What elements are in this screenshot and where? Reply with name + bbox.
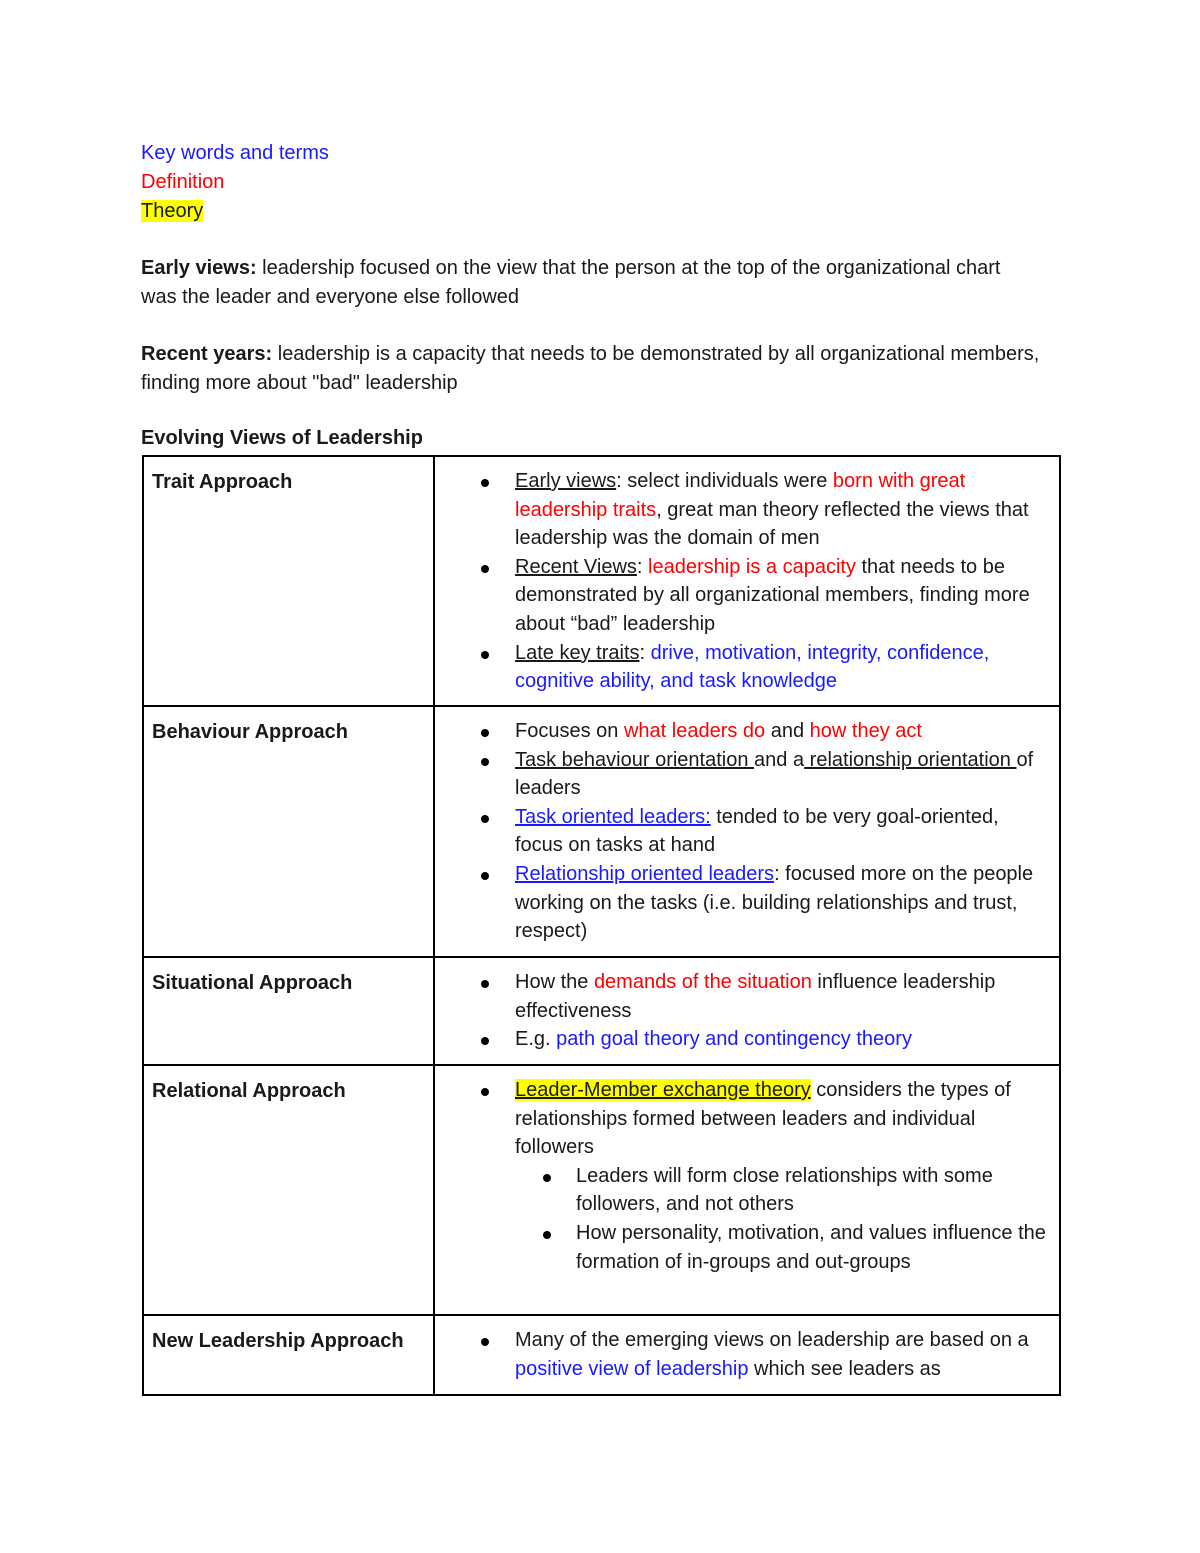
recent-years-paragraph xyxy=(141,340,1041,397)
text: , great man theory reflected the views that leadership was the domain of men xyxy=(515,498,1029,550)
list-item xyxy=(435,467,1049,553)
theory-leader-member-exchange: Leader-Member exchange theory xyxy=(515,1079,811,1101)
text: tended to be very goal-oriented, focus on tasks at hand xyxy=(515,805,999,857)
row-label-situational: Situational Approach xyxy=(143,957,434,1065)
table-row xyxy=(143,706,1060,957)
list-item xyxy=(435,717,1049,746)
text: influence leadership effectiveness xyxy=(515,971,996,1022)
definition-text: what leaders do xyxy=(623,720,766,742)
term-task-oriented-leaders[interactable]: Task oriented leaders: xyxy=(515,805,711,828)
text: : xyxy=(639,641,651,664)
leadership-views-table xyxy=(142,455,1061,1396)
term-late-key-traits: Late key traits xyxy=(515,641,640,664)
key-words-text: path goal theory and contingency theory xyxy=(556,1028,912,1051)
table-row xyxy=(143,1065,1060,1315)
early-views-paragraph xyxy=(141,254,1041,311)
text: : xyxy=(636,555,649,578)
definition-text: how they act xyxy=(809,720,922,742)
table-heading: Evolving Views of Leadership xyxy=(141,427,423,449)
early-views-text: leadership focused on the view that the person at the top of the organizational chart was the leader and everyone else followed xyxy=(141,257,1001,308)
list-item xyxy=(435,746,1049,803)
definition-text: leadership is a capacity xyxy=(648,555,856,578)
row-content-relational xyxy=(434,1065,1060,1315)
row-content-situational xyxy=(434,957,1060,1065)
text: E.g. xyxy=(515,1028,557,1051)
row-label-behaviour: Behaviour Approach xyxy=(143,706,434,957)
row-label-new: New Leadership Approach xyxy=(143,1315,434,1395)
sub-list-item: Leaders will form close relationships with some followers, and not others xyxy=(435,1162,1049,1219)
sub-list-holder xyxy=(435,1162,1049,1276)
table-row xyxy=(143,456,1060,706)
definition-text: born with great leadership traits xyxy=(515,470,966,521)
term-early-views: Early views xyxy=(515,470,617,492)
text: and a xyxy=(754,748,805,771)
list-item xyxy=(435,860,1049,946)
list-item xyxy=(435,803,1049,860)
color-legend xyxy=(141,139,329,226)
term-recent-views: Recent Views xyxy=(515,555,637,578)
recent-years-label: Recent years: xyxy=(141,343,273,365)
key-words-text: positive view of leadership xyxy=(515,1357,749,1380)
table-row xyxy=(143,1315,1060,1395)
term-relationship-oriented-leaders[interactable]: Relationship oriented leaders xyxy=(515,862,775,885)
row-label-trait: Trait Approach xyxy=(143,456,434,706)
text: : focused more on the people working on the tasks (i.e. building relationships and trust, respect) xyxy=(515,862,1034,943)
term-task-behaviour: Task behaviour orientation xyxy=(515,748,755,771)
term-relationship-orientation: relationship orientation xyxy=(804,748,1017,771)
definition-text: demands of the situation xyxy=(593,971,812,993)
list-item xyxy=(435,1326,1049,1383)
row-content-new xyxy=(434,1315,1060,1395)
table-row xyxy=(143,957,1060,1065)
text: Many of the emerging views on leadership are based on a xyxy=(515,1329,1029,1351)
text: that needs to be demonstrated by all organizational members, finding more about “bad” leadership xyxy=(515,555,1030,635)
sub-list-item: How personality, motivation, and values influence the formation of in-groups and out-groups xyxy=(435,1219,1049,1276)
text: which see leaders as xyxy=(748,1357,941,1380)
list-item xyxy=(435,1025,1049,1054)
list-item xyxy=(435,639,1049,696)
text: How the xyxy=(515,971,594,993)
text: : select individuals were xyxy=(616,470,833,492)
text: and xyxy=(765,720,810,742)
key-words-text: drive, motivation, integrity, confidence, cognitive ability, and task knowledge xyxy=(515,641,990,693)
legend-theory-line xyxy=(141,197,329,226)
row-content-trait xyxy=(434,456,1060,706)
list-item xyxy=(435,1076,1049,1162)
row-content-behaviour xyxy=(434,706,1060,957)
list-item xyxy=(435,968,1049,1025)
text: of leaders xyxy=(515,748,1034,800)
legend-theory: Theory xyxy=(141,200,204,222)
early-views-label: Early views: xyxy=(141,257,257,279)
list-item xyxy=(435,553,1049,639)
legend-definition: Definition xyxy=(141,171,225,193)
recent-years-text: leadership is a capacity that needs to be demonstrated by all organizational members, finding more about "bad" leadership xyxy=(141,343,1040,394)
row-label-relational: Relational Approach xyxy=(143,1065,434,1315)
text: Focuses on xyxy=(515,720,624,742)
text: considers the types of relationships formed between leaders and individual followers xyxy=(515,1079,1011,1159)
legend-key-words: Key words and terms xyxy=(141,142,329,164)
